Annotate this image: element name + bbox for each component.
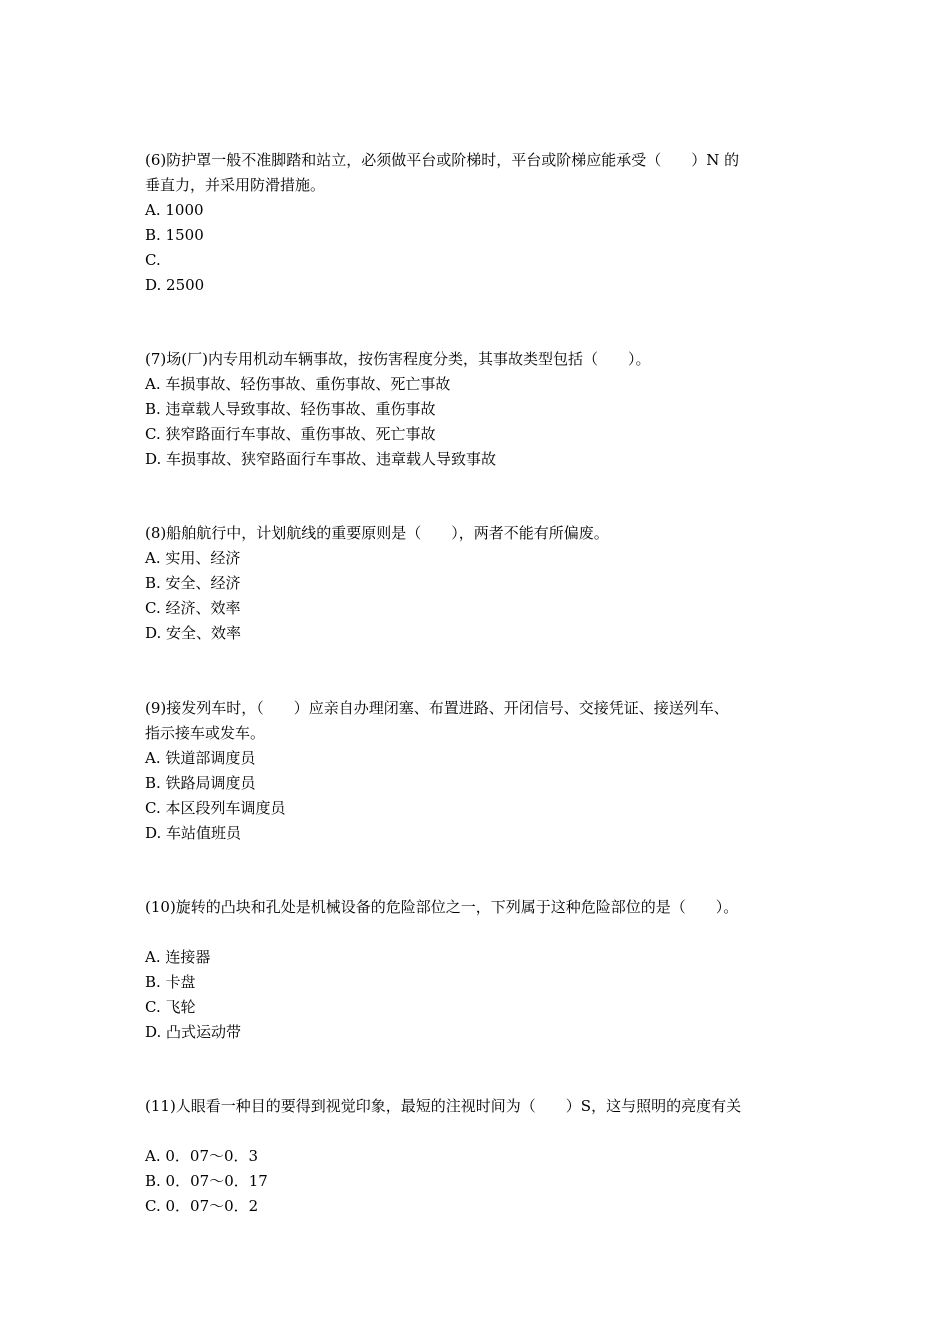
spacer: [145, 1119, 825, 1144]
option-b: B. 铁路局调度员: [145, 774, 256, 792]
option-a: A. 0．07～0．3: [145, 1147, 259, 1165]
option-b: B. 卡盘: [145, 973, 196, 991]
option-c: C. 狭窄路面行车事故、重伤事故、死亡事故: [145, 425, 436, 443]
option-c: C.: [145, 251, 161, 269]
question-stem-line: (6)防护罩一般不准脚踏和站立，必须做平台或阶梯时，平台或阶梯应能承受（ ）N 的: [145, 151, 740, 169]
option-d: D. 2500: [145, 276, 205, 294]
option-a: A. 实用、经济: [145, 549, 241, 567]
question-6: [145, 148, 825, 298]
option-b: B. 安全、经济: [145, 574, 241, 592]
option-d: D. 凸式运动带: [145, 1023, 242, 1041]
spacer: [145, 920, 825, 945]
option-a: A. 车损事故、轻伤事故、重伤事故、死亡事故: [145, 375, 451, 393]
question-10: [145, 895, 825, 1045]
option-a: A. 连接器: [145, 948, 211, 966]
option-c: C. 飞轮: [145, 998, 196, 1016]
question-11: [145, 1094, 825, 1219]
question-stem-line: (7)场(厂)内专用机动车辆事故，按伤害程度分类，其事故类型包括（ ）。: [145, 350, 651, 368]
option-c: C. 本区段列车调度员: [145, 799, 286, 817]
option-d: D. 车站值班员: [145, 824, 242, 842]
question-stem-line: 指示接车或发车。: [145, 724, 266, 742]
question-7: [145, 347, 825, 472]
option-d: D. 安全、效率: [145, 624, 242, 642]
option-a: A. 1000: [145, 201, 204, 219]
question-stem-line: (11)人眼看一种目的要得到视觉印象，最短的注视时间为（ ）S，这与照明的亮度有关: [145, 1097, 742, 1115]
option-b: B. 违章载人导致事故、轻伤事故、重伤事故: [145, 400, 436, 418]
question-8: [145, 521, 825, 646]
question-stem-line: 垂直力，并采用防滑措施。: [145, 176, 326, 194]
option-c: C. 0．07～0．2: [145, 1197, 259, 1215]
option-b: B. 0．07～0．17: [145, 1172, 268, 1190]
question-9: [145, 696, 825, 846]
option-a: A. 铁道部调度员: [145, 749, 256, 767]
question-stem-line: (10)旋转的凸块和孔处是机械设备的危险部位之一，下列属于这种危险部位的是（ ）。: [145, 898, 739, 916]
question-stem-line: (9)接发列车时，（ ）应亲自办理闭塞、布置进路、开闭信号、交接凭证、接送列车、: [145, 699, 729, 717]
question-stem-line: (8)船舶航行中，计划航线的重要原则是（ ），两者不能有所偏废。: [145, 524, 609, 542]
option-d: D. 车损事故、狭窄路面行车事故、违章载人导致事故: [145, 450, 497, 468]
option-c: C. 经济、效率: [145, 599, 241, 617]
option-b: B. 1500: [145, 226, 204, 244]
